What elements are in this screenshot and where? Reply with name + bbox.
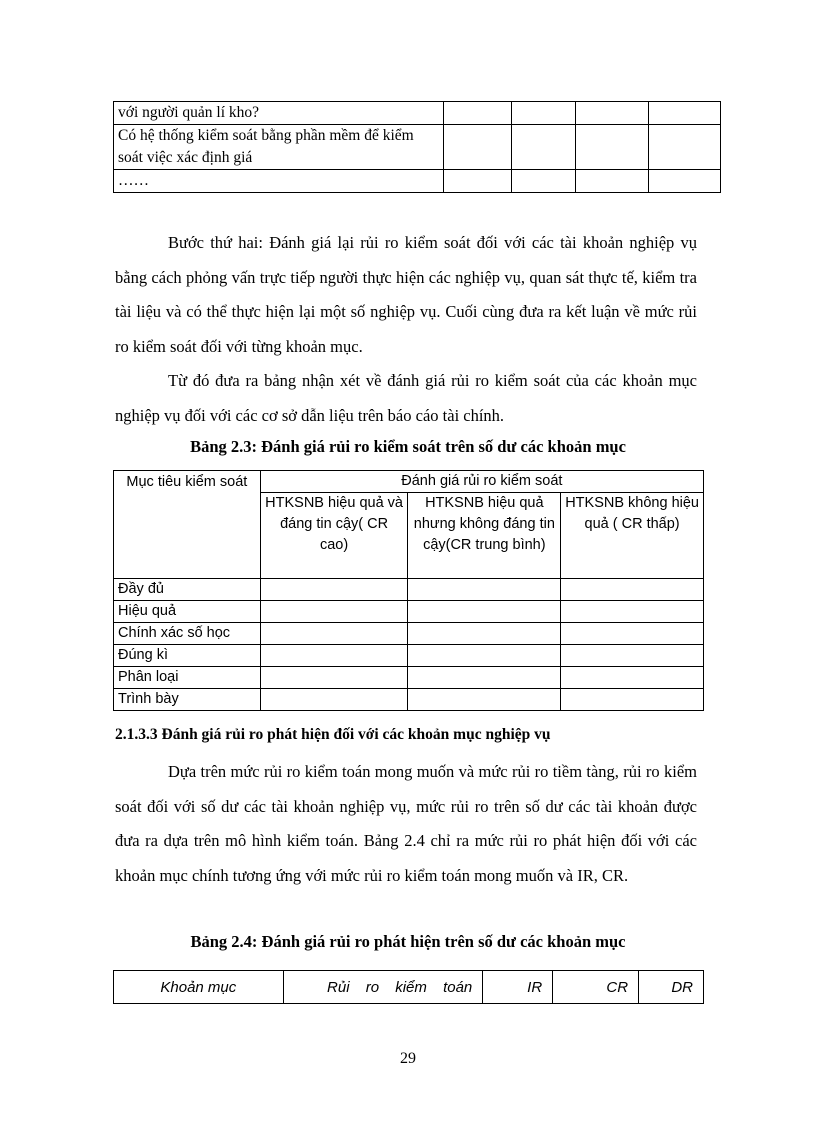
column-header	[114, 473, 261, 579]
table-cell	[561, 579, 704, 601]
row-label: Phân loại	[114, 667, 261, 689]
table-row	[114, 579, 704, 601]
body-text	[115, 755, 697, 893]
table-cell	[649, 102, 721, 125]
table-row	[114, 667, 704, 689]
table-cell	[260, 623, 408, 645]
table-cell	[561, 623, 704, 645]
column-header: HTKSNB hiệu quả và đáng tin cậy( CR cao)	[260, 493, 408, 579]
column-header: DR	[639, 971, 704, 1004]
table-cell	[444, 170, 512, 193]
table-cell	[444, 125, 512, 170]
table-cell	[260, 579, 408, 601]
table-cell: ……	[114, 170, 444, 193]
table-row	[114, 102, 721, 125]
row-label: Đầy đủ	[114, 579, 261, 601]
table-caption: Bảng 2.3: Đánh giá rủi ro kiểm soát trên số dư các khoản mục	[190, 437, 626, 456]
table-cell	[576, 102, 649, 125]
detection-risk-table	[113, 970, 704, 1004]
table-row	[114, 125, 721, 170]
table-cell	[408, 645, 561, 667]
table-cell	[576, 170, 649, 193]
column-header-label: Mục tiêu kiểm soát	[126, 473, 248, 490]
table-cell	[512, 125, 576, 170]
table-cell	[260, 667, 408, 689]
table-cell	[260, 645, 408, 667]
table-cell	[561, 689, 704, 711]
column-header: HTKSNB không hiệu quả ( CR thấp)	[561, 493, 704, 579]
paragraph: Bước thứ hai: Đánh giá lại rủi ro kiểm soát đối với các tài khoản nghiệp vụ bằng cách phỏng vấn trực tiếp người thực hiện các nghiệp vụ, quan sát thực tế, kiểm tra tài liệu và có thể thực hiện lại một số nghiệp vụ. Cuối cùng đưa ra kết luận về mức rủi ro kiểm soát đối với từng khoản mục.	[115, 233, 697, 356]
column-header: Khoản mục	[114, 971, 284, 1004]
table-header-row	[114, 493, 704, 579]
paragraph: Từ đó đưa ra bảng nhận xét về đánh giá rủi ro kiểm soát của các khoản mục nghiệp vụ đối với các cơ sở dẫn liệu trên báo cáo tài chính.	[115, 371, 697, 425]
column-header: CR	[553, 971, 639, 1004]
table-caption: Bảng 2.4: Đánh giá rủi ro phát hiện trên số dư các khoản mục	[190, 932, 626, 951]
table-row	[114, 645, 704, 667]
table-cell	[561, 645, 704, 667]
table-row	[114, 170, 721, 193]
row-label: Đúng kì	[114, 645, 261, 667]
table-cell: với người quản lí kho?	[114, 102, 444, 125]
table-cell	[649, 125, 721, 170]
column-header: Rủi ro kiểm toán	[283, 971, 483, 1004]
row-label: Trình bày	[114, 689, 261, 711]
table-cell	[512, 102, 576, 125]
table-header-row	[114, 971, 704, 1004]
table-cell	[561, 601, 704, 623]
table-cell	[260, 689, 408, 711]
section-heading: 2.1.3.3 Đánh giá rủi ro phát hiện đối với các khoản mục nghiệp vụ	[115, 726, 551, 743]
table-cell	[408, 667, 561, 689]
page-number: 29	[400, 1050, 416, 1067]
column-header: IR	[483, 971, 553, 1004]
table-row	[114, 623, 704, 645]
paragraph: Dựa trên mức rủi ro kiểm toán mong muốn và mức rủi ro tiềm tàng, rủi ro kiểm soát đối với số dư các tài khoản nghiệp vụ, mức rủi ro trên số dư các tài khoản được đưa ra dựa trên mô hình kiểm toán. Bảng 2.4 chỉ ra mức rủi ro phát hiện đối với các khoản mục chính tương ứng với mức rủi ro kiểm toán mong muốn và IR, CR.	[115, 762, 697, 885]
table-cell	[512, 170, 576, 193]
table-cell	[260, 601, 408, 623]
table-cell	[444, 102, 512, 125]
table-cell	[561, 667, 704, 689]
table-cell	[576, 125, 649, 170]
table-cell	[408, 689, 561, 711]
table-cell: Có hệ thống kiểm soát bằng phần mềm để kiểm soát việc xác định giá	[114, 125, 444, 170]
column-group-header: Đánh giá rủi ro kiểm soát	[260, 471, 703, 493]
table-cell	[408, 579, 561, 601]
row-label: Hiệu quả	[114, 601, 261, 623]
table-row	[114, 689, 704, 711]
table-cell	[649, 170, 721, 193]
body-text	[115, 226, 697, 433]
table-row	[114, 601, 704, 623]
table-cell	[408, 623, 561, 645]
row-label: Chính xác số học	[114, 623, 261, 645]
control-risk-table	[113, 470, 704, 711]
table-cell	[408, 601, 561, 623]
checklist-table	[113, 101, 721, 193]
column-header: HTKSNB hiệu quả nhưng không đáng tin cậy(CR trung bình)	[408, 493, 561, 579]
